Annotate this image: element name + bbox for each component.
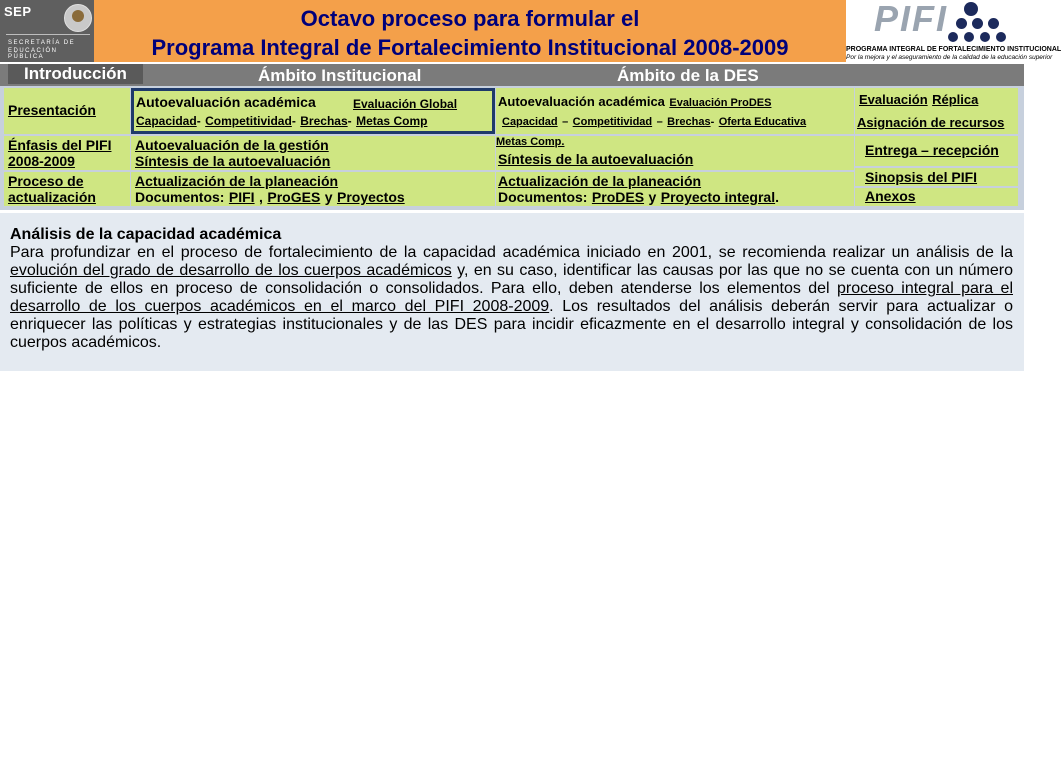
link-entrega[interactable]: Entrega – recepción [865,142,999,158]
pifi-logo-block [846,0,1061,64]
sep-divider [6,34,90,35]
link-replica[interactable]: Réplica [932,92,979,107]
des-autoevaluacion-row [498,93,771,111]
link-inst-metas[interactable]: Metas Comp [356,114,428,128]
analysis-body-3: . Los resultados del análisis deberán servir para actualizar o enriquecer las políticas y estrategias institucionales y de las DES para incidir eficazmente en el desarrollo integral y consolidación de los cuerpos académicos. [10,298,1013,351]
link-asignacion[interactable]: Asignación de recursos [857,115,1005,130]
separator-dash: - [710,116,715,128]
eagle-emblem-icon [64,4,92,32]
des-documentos-row [498,189,779,207]
separator-endash: – [562,116,569,128]
des-documentos-label: Documentos: [498,189,588,205]
link-des-actualizacion[interactable]: Actualización de la planeación [498,173,702,189]
logo-dot-icon [996,32,1006,42]
logo-dot-icon [988,18,999,29]
grid-cell-des-actualizacion [496,172,854,206]
separator-dash: - [196,114,201,128]
logo-dot-icon [948,32,958,42]
link-des-evaluacion-prodes[interactable]: Evaluación ProDES [669,97,772,109]
inst-autoevaluacion-links [136,112,427,130]
link-inst-proyectos[interactable]: Proyectos [336,189,405,205]
page-title-line1: Octavo proceso para formular el [300,6,640,31]
grid-cell-des-sintesis [496,136,854,170]
link-des-sintesis[interactable]: Síntesis de la autoevaluación [498,151,694,167]
pifi-logo: PIFI [874,0,949,39]
inst-documentos-row [135,189,405,207]
link-evolucion-cuerpos[interactable]: evolución del grado de desarrollo de los cuerpos académicos [10,262,452,279]
link-presentacion[interactable]: Presentación [8,102,96,118]
grid-cell-sinopsis [855,168,1018,186]
link-inst-proges[interactable]: ProGES [267,189,321,205]
link-des-brechas[interactable]: Brechas [667,116,711,128]
nav-ambito-des[interactable]: Ámbito de la DES [617,66,759,85]
grid-cell-enfasis [4,136,130,170]
link-des-proyecto[interactable]: Proyecto integral [660,189,776,205]
link-anexos[interactable]: Anexos [865,188,916,204]
inst-autoevaluacion: Autoevaluación académica [136,94,316,110]
conjunction-y: y [324,189,333,205]
link-enfasis-2[interactable]: 2008-2009 [8,153,75,169]
link-proceso-integral[interactable]: proceso integral para el desarrollo de los cuerpos académicos en el marco del PIFI 2008-2009 [10,280,1013,315]
analysis-body-1: Para profundizar en el proceso de fortalecimiento de la capacidad académica iniciado en 2001, se recomienda realizar un análisis de la [10,244,1013,261]
header [0,0,1061,64]
analysis-body-2: y, en su caso, identificar las causas por las que no se cuenta con un número suficiente de ellos en proceso de consolidación o consolidados. Para ello, deben atenderse los elementos del [10,262,1013,297]
page-title-line2: Programa Integral de Fortalecimiento Institucional 2008-2009 [151,35,789,60]
process-grid [0,86,1024,210]
sep-logo-block [0,0,94,62]
link-enfasis-1[interactable]: Énfasis del PIFI [8,137,112,153]
des-autoevaluacion: Autoevaluación académica [498,94,665,109]
analysis-title: Análisis de la capacidad académica [10,226,282,243]
link-evaluacion[interactable]: Evaluación [859,92,928,107]
link-inst-capacidad[interactable]: Capacidad [136,114,197,128]
separator-endash: – [656,116,663,128]
period: . [775,189,779,205]
evaluacion-row [859,91,978,109]
pifi-caption: PROGRAMA INTEGRAL DE FORTALECIMIENTO INSTITUCIONAL [846,46,1061,53]
link-proceso-1[interactable]: Proceso de [8,173,84,189]
grid-cell-inst-gestion [131,136,495,170]
analysis-panel [0,213,1024,371]
nav-ambito-institucional[interactable]: Ámbito Institucional [258,66,422,85]
link-des-capacidad[interactable]: Capacidad [502,116,558,128]
inst-documentos-label: Documentos: [135,189,225,205]
sep-logo: SEP [4,4,32,19]
grid-cell-des-autoevaluacion [496,88,854,134]
separator-dash: - [347,114,352,128]
link-inst-brechas[interactable]: Brechas [300,114,348,128]
conjunction-y: y [648,189,657,205]
link-inst-evaluacion-global[interactable]: Evaluación Global [353,97,458,111]
logo-dot-icon [972,18,983,29]
link-inst-gestion[interactable]: Autoevaluación de la gestión [135,137,329,153]
grid-cell-entrega [855,136,1018,166]
link-des-prodes[interactable]: ProDES [591,189,645,205]
link-des-competitividad[interactable]: Competitividad [572,116,653,128]
logo-dot-icon [956,18,967,29]
grid-cell-evaluacion [855,88,1018,134]
pifi-tagline: Por la mejora y el aseguramiento de la calidad de la educación superior [846,54,1053,61]
grid-cell-presentacion [4,88,130,134]
analysis-text [10,226,1013,352]
grid-cell-inst-actualizacion [131,172,495,206]
sep-subtitle-2: EDUCACIÓN PÚBLICA [8,48,58,60]
link-inst-actualizacion[interactable]: Actualización de la planeación [135,173,339,189]
link-des-oferta[interactable]: Oferta Educativa [718,116,807,128]
logo-dot-icon [980,32,990,42]
title-bar [94,0,846,62]
des-autoevaluacion-links [502,112,806,130]
separator-dash: - [291,114,296,128]
link-inst-sintesis[interactable]: Síntesis de la autoevaluación [135,153,331,169]
nav-bar [0,64,1024,86]
grid-cell-inst-autoevaluacion [131,88,495,134]
link-des-metas[interactable]: Metas Comp. [496,136,565,148]
sep-subtitle-1: SECRETARÍA DE [8,40,76,46]
link-sinopsis[interactable]: Sinopsis del PIFI [865,169,978,185]
grid-cell-proceso [4,172,130,206]
separator-comma: , [259,189,263,205]
grid-cell-anexos [855,188,1018,206]
logo-dot-icon [964,32,974,42]
link-proceso-2[interactable]: actualización [8,189,96,205]
link-inst-pifi[interactable]: PIFI [228,189,255,205]
link-inst-competitividad[interactable]: Competitividad [205,114,292,128]
nav-introduccion[interactable]: Introducción [8,64,143,84]
logo-dot-icon [964,2,978,16]
